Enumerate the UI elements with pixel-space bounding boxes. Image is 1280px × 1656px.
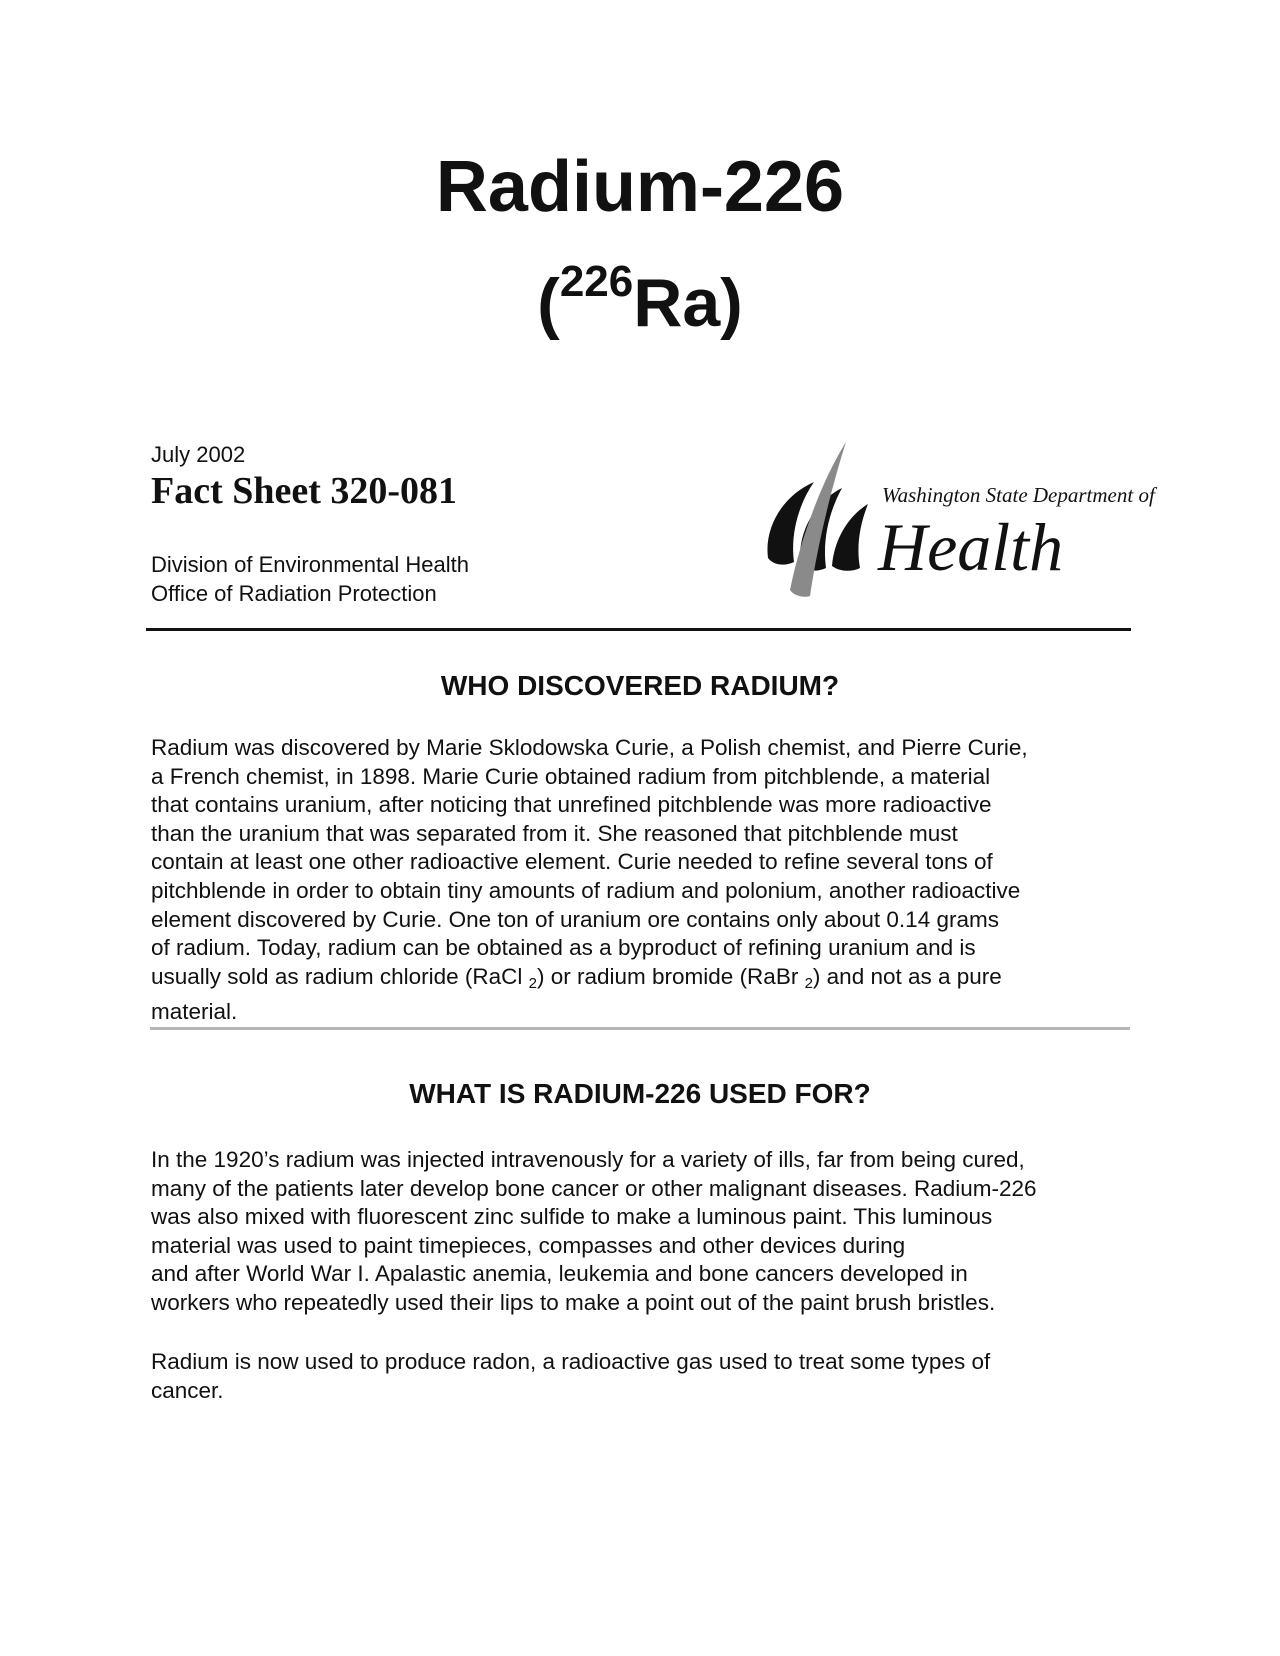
paragraph-line: Radium was discovered by Marie Sklodowska Curie, a Polish chemist, and Pierre Curie, <box>151 735 1028 760</box>
chemical-formula <box>0 257 1280 353</box>
paragraph-line: element discovered by Curie. One ton of uranium ore contains only about 0.14 grams <box>151 906 999 932</box>
discovery-paragraph <box>151 734 1141 1027</box>
logo-emblem-icon <box>767 442 868 597</box>
radon-paragraph <box>151 1348 1141 1405</box>
uses-paragraph <box>151 1146 1141 1318</box>
paragraph-line: was also mixed with fluorescent zinc sulfide to make a luminous paint. This luminous <box>151 1204 993 1230</box>
paragraph-line: workers who repeatedly used their lips to make a point out of the paint brush bristles. <box>151 1289 996 1315</box>
paragraph-line: material. <box>151 999 238 1025</box>
line-text: usually sold as radium chloride (RaCl <box>151 963 529 989</box>
publication-date: July 2002 <box>151 442 246 467</box>
paragraph-line: that contains uranium, after noticing that unrefined pitchblende was more radioactive <box>151 792 992 818</box>
paragraph-line: of radium. Today, radium can be obtained as a byproduct of refining uranium and is <box>151 935 976 961</box>
paragraph-line: than the uranium that was separated from it. She reasoned that pitchblende must <box>151 820 958 846</box>
header-divider <box>146 628 1131 631</box>
paragraph-line: a French chemist, in 1898. Marie Curie obtained radium from pitchblende, a material <box>151 763 991 789</box>
paragraph-line <box>151 963 1141 999</box>
department-info <box>151 550 469 608</box>
formula-mass-number: 226 <box>559 257 634 306</box>
office-name: Office of Radiation Protection <box>151 581 437 606</box>
paragraph-line: contain at least one other radioactive element. Curie needed to refine several tons of <box>151 849 993 875</box>
line-text: ) or radium bromide (RaBr <box>537 963 805 989</box>
paragraph-line: material was used to paint timepieces, compasses and other devices during <box>151 1232 906 1258</box>
subscript: 2 <box>804 974 813 992</box>
formula-close-paren: ) <box>720 265 743 341</box>
logo-agency-line: Washington State Department of <box>882 483 1155 507</box>
paragraph-line: and after World War I. Apalastic anemia, leukemia and bone cancers developed in <box>151 1261 968 1287</box>
formula-symbol: Ra <box>633 265 721 341</box>
paragraph-line: pitchblende in order to obtain tiny amounts of radium and polonium, another radioactive <box>151 877 1021 903</box>
section-divider <box>150 1027 1130 1030</box>
paragraph-line: Radium is now used to produce radon, a radioactive gas used to treat some types of <box>151 1349 991 1374</box>
logo-health-word: Health <box>878 509 1064 585</box>
section-heading-discovery: WHO DISCOVERED RADIUM? <box>440 670 840 701</box>
fact-sheet-number: Fact Sheet 320-081 <box>151 470 458 512</box>
paragraph-line: In the 1920’s radium was injected intravenously for a variety of ills, far from being cured, <box>151 1147 1025 1172</box>
page-title: Radium-226 <box>435 147 845 227</box>
paragraph-line: many of the patients later develop bone cancer or other malignant diseases. Radium-226 <box>151 1175 1037 1201</box>
health-department-logo <box>760 440 1155 600</box>
section-heading-uses: WHAT IS RADIUM-226 USED FOR? <box>409 1078 871 1109</box>
division-name: Division of Environmental Health <box>151 552 469 577</box>
paragraph-line: cancer. <box>151 1377 224 1403</box>
line-text: ) and not as a pure <box>812 963 1002 989</box>
subscript: 2 <box>528 974 537 992</box>
formula-open-paren: ( <box>537 265 560 341</box>
